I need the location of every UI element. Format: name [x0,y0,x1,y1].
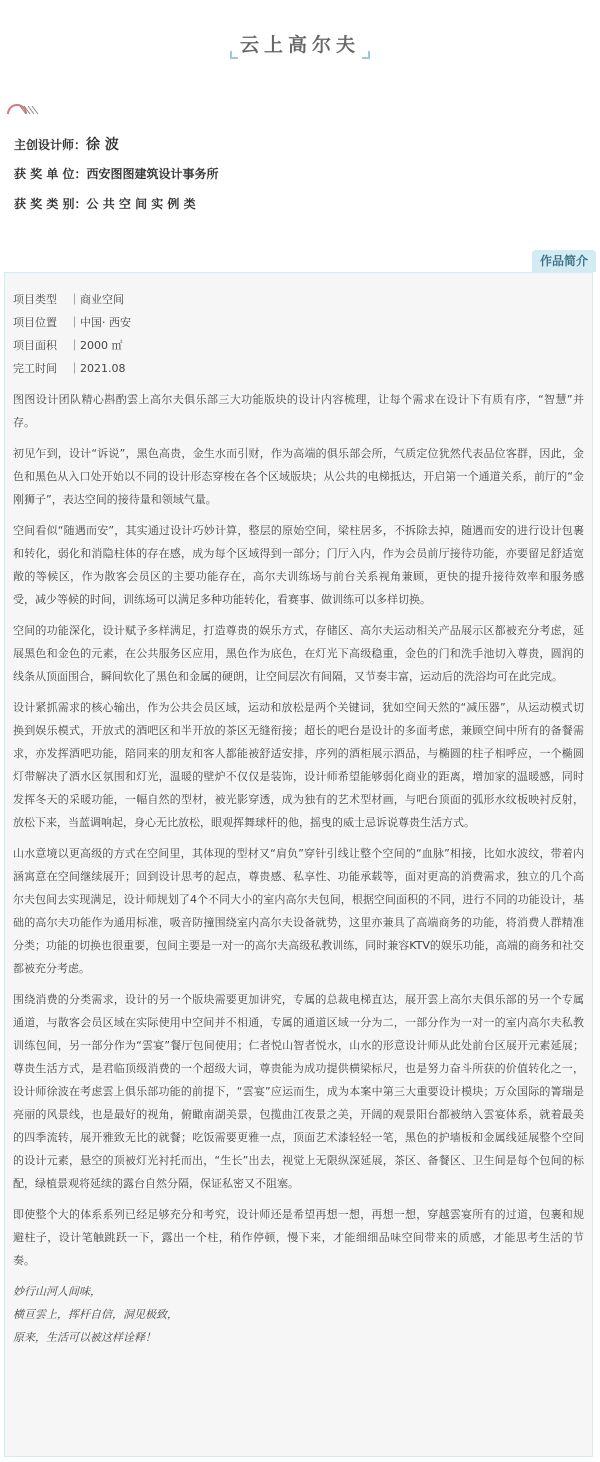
title-corner-left [230,51,238,59]
spec-value: ｜2000 ㎡ [69,339,123,352]
designer-line [14,134,119,154]
paragraph: 山水意境以更高级的方式在空间里，其体现的型材又“肩负”穿针引线让整个空间的“血脉”相接，比如水波纹，带着内涵寓意在空间继续展开；回到设计思考的起点，尊贵感、私享性、功能承载等，面对更高的消费需求，独立的几个高尔夫包间去实现满足，设计师规划了4个不同大小的室内高尔夫包间，根据空间面积的不同，进行不同的功能设计，基础的高尔夫功能作为通用标准，吸音防撞围绕室内高尔夫设备就势，这里亦兼具了高端商务的功能，将消费人群精准分类；功能的切换也很重要，包间主要是一对一的高尔夫高级私教训练，同时兼容KTV的娱乐功能，高端的商务和社交都被充分考虑。 [13,847,584,975]
spec-row [13,311,584,334]
section-tab-intro: 作品简介 [532,250,596,272]
award-unit: 获 奖 单 位：西安图图建筑设计事务所 [14,167,219,181]
poem-line: 妙行山河人间味， [13,1285,101,1298]
page-title-text: 云上高尔夫 [239,34,360,56]
paragraph: 即使整个大的体系系列已经足够充分和考究，设计师还是希望再想一想，再想一想，穿越雲宴所有的过道，包裹和规避柱子，设计笔触跳跃一下，露出一个柱，稍作停顿，慢下来，才能细细品味空间带来的质感，才能思考生活的节奏。 [13,1208,584,1267]
spec-key: 项目类型 [13,293,57,306]
spec-value: ｜商业空间 [69,293,124,306]
paragraph: 空间看似“随遇而安”，其实通过设计巧妙计算，整层的原始空间，梁柱居多，不拆除去掉，随遇而安的进行设计包裹和转化，弱化和消隐柱体的存在感，成为每个区域得到一部分；门厅入内，作为会员前厅接待功能，亦要留足舒适宽敞的等候区，作为散客会员区的主要功能存在，高尔夫训练场与前台关系视角兼顾，更快的提升接待效率和服务感受，减少等候的时间，训练场可以满足多种功能转化，看赛事、做训练可以多样切换。 [13,524,584,606]
spec-row [13,334,584,357]
spec-key: 项目位置 [13,316,57,329]
paragraph: 图图设计团队精心斟酌雲上高尔夫俱乐部三大功能版块的设计内容梳理，让每个需求在设计下有质有序，“智慧”并存。 [13,393,584,429]
spec-row [13,357,584,380]
spec-key: 项目面积 [13,339,57,352]
paragraph: 初见乍到，设计“诉说”，黑色高贵，金生水而引财，作为高端的俱乐部会所，气质定位犹然代表品位客群，因此，金色和黑色从入口处开始以不同的设计形态穿梭在各个区域版块；从公共的电梯抵达，开启第一个通道关系，前厅的“金刚狮子”，表达空间的接待量和领域气量。 [13,447,584,506]
poem-line: 横亘雲上，挥杆自信，洞见极致， [13,1308,178,1321]
spec-key: 完工时间 [13,362,57,375]
spec-value: ｜2021.08 [69,362,126,375]
award-category: 获 奖 类 别：公 共 空 间 实 例 类 [14,197,196,211]
poem [13,1280,584,1349]
paragraph: 围绕消费的分类需求，设计的另一个版块需要更加讲究，专属的总裁电梯直达，展开雲上高尔夫俱乐部的另一个专属通道，与散客会员区域在实际使用中空间并不相通，专属的通道区域一分为二，一部分作为一对一的室内高尔夫私教训练包间，另一部分作为“雲宴”餐厅包间使用；仁者悦山智者悦水，山水的形意设计师从此处前台区展开元素延展；尊贵生活方式，是君临顶级消费的一个超级大词，尊贵能为成功提供横梁标尺，也是努力奋斗所获的价值转化之一，设计师徐波在考虑雲上俱乐部功能的前提下，“雲宴”应运而生，成为本案中第三大重要设计模块；万众国际的箐瑞是亮丽的风景线，也是最好的视角，俯瞰南湖美景，包揽曲江夜景之美，开阔的观景阳台都被纳入雲宴体系，就着最美的四季流转，展开雅致无比的就餐；吃饭需要更雅一点，顶面艺术漆轻轻一笔，黑色的护墙板和金属线延展整个空间的设计元素，悬空的顶被灯光衬托而出，“生长”出去，视觉上无限纵深延展，茶区、备餐区、卫生间是每个包间的标配，绿植景观将延续的露台自然分隔，保证私密又不阻塞。 [13,993,584,1190]
spec-row [13,288,584,311]
title-corner-right [362,51,370,59]
designer-label: 主创设计师： [14,138,87,152]
half-circle-lines-icon [6,96,42,118]
intro-panel [4,272,593,1457]
poem-line: 原来，生活可以被这样诠释！ [13,1331,156,1344]
paragraph: 空间的功能深化，设计赋予多样满足，打造尊贵的娱乐方式，存储区、高尔夫运动相关产品展示区都被充分考虑，延展黑色和金色的元素，在公共服务区应用，黑色作为底色，在灯光下高级稳重，金色的门和洗手池切入尊贵，圆润的线条从顶面围合，瞬间软化了黑色和金属的硬朗，让空间层次有间隔，又节奏丰富，运动后的洗浴均可在此完成。 [13,624,584,683]
page-title [230,28,370,59]
title-wrap [0,28,600,59]
spec-value: ｜中国· 西安 [69,316,131,329]
designer-name: 徐 波 [86,137,119,153]
paragraph: 设计紧抓需求的核心输出，作为公共会员区域，运动和放松是两个关键词，犹如空间天然的“减压器”，从运动模式切换到娱乐模式，开放式的酒吧区和半开放的茶区无缝衔接；超长的吧台是设计的多面考虑，兼顾空间中所有的备餐需求，亦发挥酒吧功能，陪同来的朋友和客人都能被舒适安排，序列的酒柜展示酒品，与椭圆的柱子相呼应，一个椭圆灯带解决了酒水区氛围和灯光，温暖的壁炉不仅仅是装饰，设计师希望能够弱化商业的距离，增加家的温暖感，同时发挥冬天的采暖功能，一幅自然的型材，被光影穿透，成为独有的艺术型材画，与吧台顶面的弧形水纹板映衬反射，放松下来，当蓝调响起，身心无比放松，眼观挥舞球杆的他，摇曳的威士忌诉说尊贵生活方式。 [13,701,584,829]
